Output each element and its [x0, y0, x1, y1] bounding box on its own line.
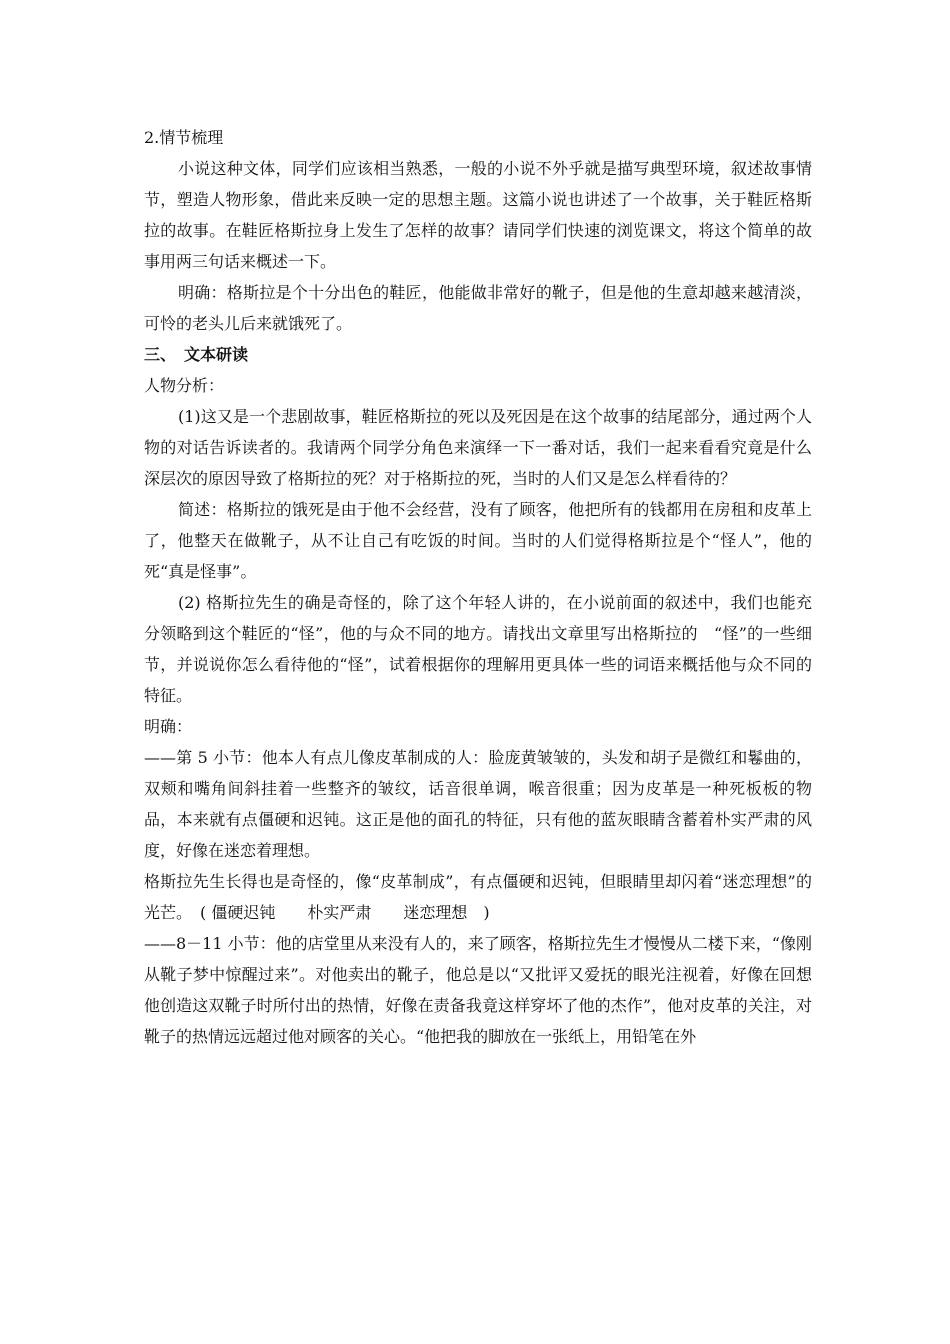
section-8-11-paragraph: ——8－11 小节：他的店堂里从来没有人的，来了顾客，格斯拉先生才慢慢从二楼下来，“像刚从靴子梦中惊醒过来”。对他卖出的靴子，他总是以“又批评又爱抚的眼光注视着，好像在回想他创造这双靴子时所付出的热情，好像在责备我竟这样穿坏了他的杰作”，他对皮革的关注，对靴子的热情远远超过他对顾客的关心。“他把我的脚放在一张纸上，用铅笔在外 [144, 934, 812, 1046]
document-body [144, 122, 812, 1052]
answer-paragraph-1: 明确：格斯拉是个十分出色的鞋匠，他能做非常好的靴子，但是他的生意却越来越清淡，可怜的老头儿后来就饿死了。 [144, 283, 812, 333]
brief-paragraph: 简述：格斯拉的饿死是由于他不会经营，没有了顾客，他把所有的钱都用在房租和皮革上了，他整天在做靴子，从不让自己有吃饭的时间。当时的人们觉得格斯拉是个“怪人”，他的死“真是怪事”。 [144, 500, 812, 581]
intro-paragraph: 小说这种文体，同学们应该相当熟悉，一般的小说不外乎就是描写典型环境，叙述故事情节，塑造人物形象，借此来反映一定的思想主题。这篇小说也讲述了一个故事，关于鞋匠格斯拉的故事。在鞋匠格斯拉身上发生了怎样的故事？请同学们快速的浏览课文，将这个简单的故事用两三句话来概述一下。 [144, 159, 812, 271]
section-5-paragraph: ——第 5 小节：他本人有点儿像皮革制成的人：脸庞黄皱皱的，头发和胡子是微红和鬈曲的，双颊和嘴角间斜挂着一些整齐的皱纹，话音很单调，喉音很重；因为皮革是一种死板板的物品，本来就有点僵硬和迟钝。这正是他的面孔的特征，只有他的蓝灰眼睛含蓄着朴实严肃的风度，好像在迷恋着理想。 [144, 748, 812, 860]
question-1-paragraph: (1)这又是一个悲剧故事，鞋匠格斯拉的死以及死因是在这个故事的结尾部分，通过两个人物的对话告诉读者的。我请两个同学分角色来演绎一下一番对话，我们一起来看看究竟是什么深层次的原因导致了格斯拉的死？对于格斯拉的死，当时的人们又是怎么样看待的？ [144, 407, 812, 488]
answer-label: 明确： [144, 717, 193, 736]
section-2-title: 2.情节梳理 [144, 128, 224, 147]
character-analysis-label: 人物分析： [144, 376, 225, 395]
section-3-title: 三、 文本研读 [144, 345, 249, 364]
question-2-paragraph: (2) 格斯拉先生的确是奇怪的，除了这个年轻人讲的，在小说前面的叙述中，我们也能充分领略到这个鞋匠的“怪”，他的与众不同的地方。请找出文章里写出格斯拉的 “怪”的一些细节，并说说你怎么看待他的“怪”，试着根据你的理解用更具体一些的词语来概括他与众不同的特征。 [144, 593, 812, 705]
summary-5-paragraph: 格斯拉先生长得也是奇怪的，像“皮革制成”，有点僵硬和迟钝，但眼睛里却闪着“迷恋理想”的光芒。 ( 僵硬迟钝 朴实严肃 迷恋理想 ) [144, 872, 812, 922]
